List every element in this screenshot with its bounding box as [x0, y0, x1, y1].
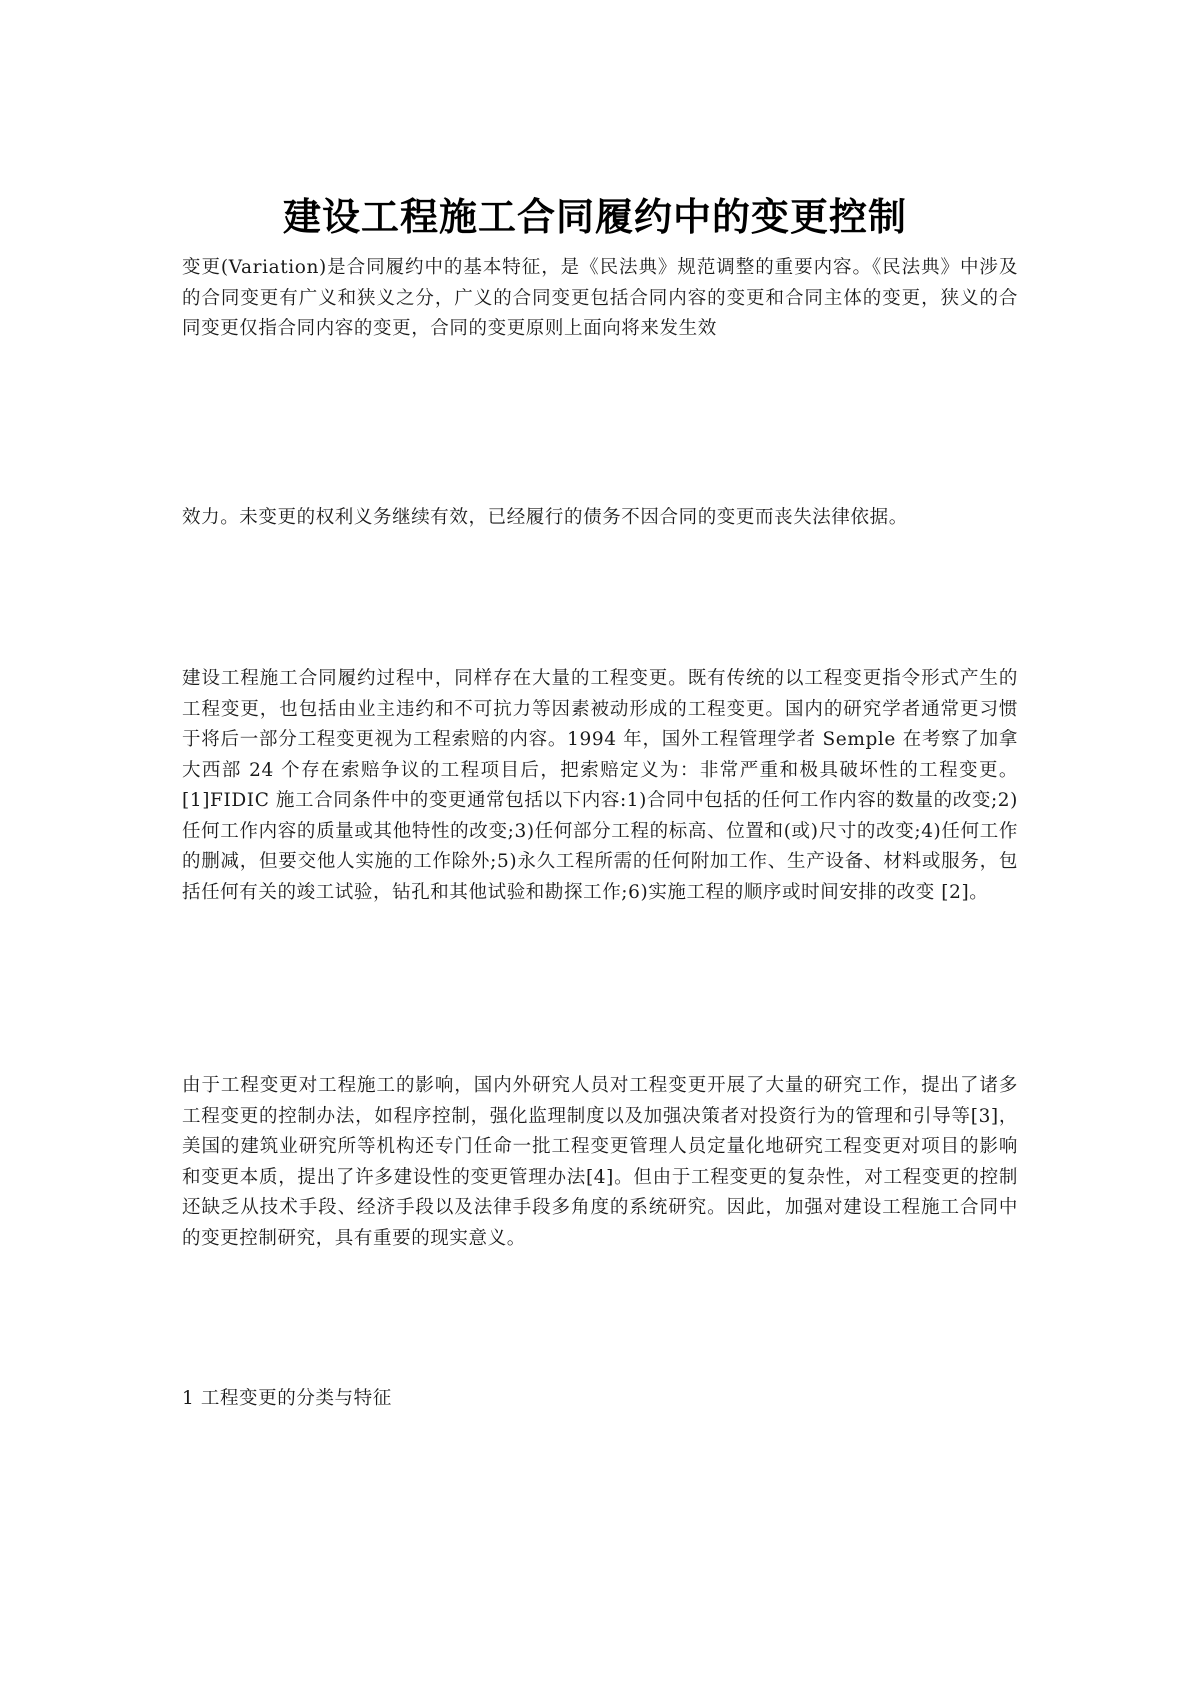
paragraph-intro-continued: 效力。未变更的权利义务继续有效，已经履行的债务不因合同的变更而丧失法律依据。 [182, 507, 908, 528]
paragraph-intro: 变更(Variation)是合同履约中的基本特征，是《民法典》规范调整的重要内容。《民法典》中涉及的合同变更有广义和狭义之分，广义的合同变更包括合同内容的变更和合同主体的变更，狭义的合同变更仅指合同内容的变更，合同的变更原则上面向将来发生效 [182, 257, 1018, 339]
section-heading: 1 工程变更的分类与特征 [182, 1388, 392, 1409]
paragraph-construction-variation: 建设工程施工合同履约过程中，同样存在大量的工程变更。既有传统的以工程变更指令形式产生的工程变更，也包括由业主违约和不可抗力等因素被动形成的工程变更。国内的研究学者通常更习惯于将后一部分工程变更视为工程索赔的内容。1994 年，国外工程管理学者 Semple 在考察了加拿大西部 24 个存在索赔争议的工程项目后，把索赔定义为：非常严重和极具破坏性的工程变更。[1]FIDIC 施工合同条件中的变更通常包括以下内容:1)合同中包括的任何工作内容的数量的改变;2)任何工作内容的质量或其他特性的改变;3)任何部分工程的标高、位置和(或)尺寸的改变;4)任何工作的删减，但要交他人实施的工作除外;5)永久工程所需的任何附加工作、生产设备、材料或服务，包括任何有关的竣工试验，钻孔和其他试验和勘探工作;6)实施工程的顺序或时间安排的改变 [2]。 [182, 668, 1018, 903]
document-title: 建设工程施工合同履约中的变更控制 [282, 195, 907, 240]
paragraph-research-background: 由于工程变更对工程施工的影响，国内外研究人员对工程变更开展了大量的研究工作，提出了诸多工程变更的控制办法，如程序控制，强化监理制度以及加强决策者对投资行为的管理和引导等[3]，美国的建筑业研究所等机构还专门任命一批工程变更管理人员定量化地研究工程变更对项目的影响和变更本质，提出了许多建设性的变更管理办法[4]。但由于工程变更的复杂性，对工程变更的控制还缺乏从技术手段、经济手段以及法律手段多角度的系统研究。因此，加强对建设工程施工合同中的变更控制研究，具有重要的现实意义。 [182, 1075, 1018, 1249]
